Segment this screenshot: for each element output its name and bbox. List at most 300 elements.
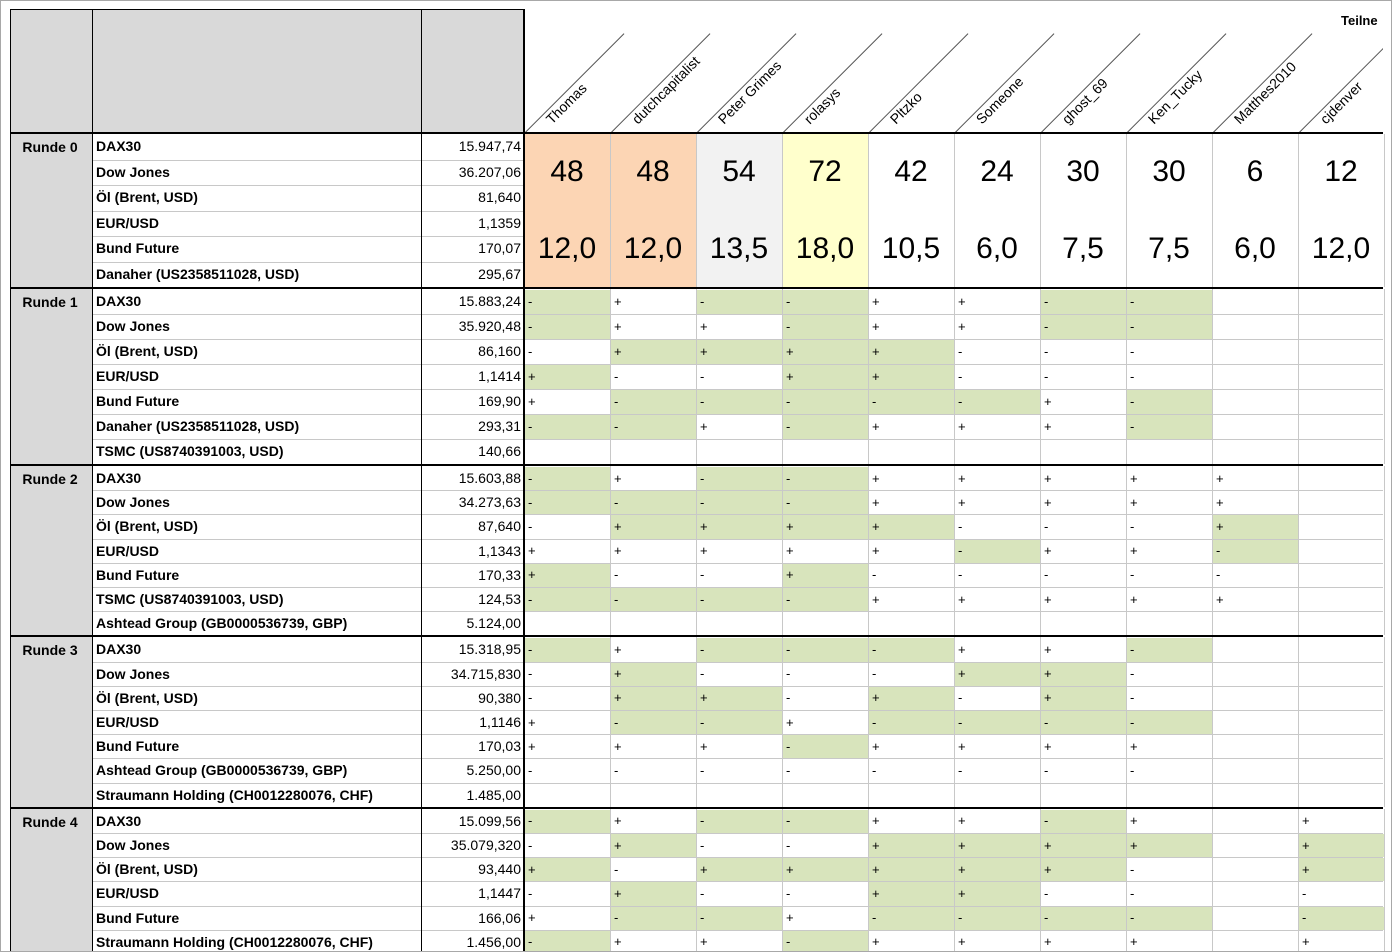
tip-mark: +	[958, 861, 966, 877]
asset-value: 15.603,88	[458, 470, 521, 486]
tip-mark: -	[958, 519, 963, 534]
tip-correct-bg	[525, 638, 610, 661]
col-gridline	[1298, 289, 1299, 464]
tip-correct-bg	[697, 907, 782, 930]
asset-name: Straumann Holding (CH0012280076, CHF)	[96, 933, 373, 950]
tip-correct-bg	[1299, 834, 1384, 857]
col-gridline	[1384, 809, 1385, 952]
col-gridline	[1212, 637, 1213, 806]
tip-mark: -	[786, 738, 791, 754]
asset-value: 1,1414	[478, 368, 521, 384]
tip-mark: +	[1044, 494, 1052, 510]
tip-correct-bg	[955, 882, 1040, 905]
round-label: Runde 3	[22, 642, 78, 659]
tip-correct-bg	[611, 711, 696, 734]
tip-correct-bg	[697, 467, 782, 490]
tip-correct-bg	[525, 467, 610, 490]
tip-mark: +	[958, 934, 966, 950]
tip-mark: -	[528, 837, 533, 853]
tip-mark: +	[614, 344, 622, 359]
tip-correct-bg	[611, 588, 696, 611]
tip-mark: +	[1044, 591, 1052, 607]
tip-correct-bg	[611, 340, 696, 364]
tip-mark: -	[528, 494, 533, 510]
col-gridline	[1040, 289, 1041, 464]
tip-mark: +	[872, 494, 880, 510]
tip-mark: +	[786, 861, 794, 877]
tip-mark: +	[1044, 543, 1052, 559]
tip-mark: -	[1130, 763, 1135, 778]
asset-value: 1.456,00	[466, 933, 521, 950]
tip-mark: -	[528, 519, 533, 534]
col-gridline	[782, 466, 783, 635]
participant-name: Ken_Tucky	[1144, 66, 1206, 127]
tip-mark: +	[528, 738, 536, 754]
participant-name: rolasys	[800, 84, 844, 127]
tip-mark: -	[1044, 813, 1049, 829]
tip-correct-bg	[869, 882, 954, 905]
tip-correct-bg	[525, 564, 610, 587]
asset-name: EUR/USD	[96, 214, 160, 231]
tip-correct-bg	[525, 588, 610, 611]
tip-mark: +	[958, 494, 966, 510]
tip-mark: +	[872, 886, 880, 901]
summary-points: 48	[550, 155, 584, 189]
tip-correct-bg	[611, 834, 696, 857]
tip-correct-bg	[697, 711, 782, 734]
tip-mark: -	[786, 470, 791, 486]
tip-mark: +	[1044, 470, 1052, 486]
tip-correct-bg	[1041, 907, 1126, 930]
tip-correct-bg	[955, 663, 1040, 686]
tip-correct-bg	[697, 687, 782, 710]
asset-name: Öl (Brent, USD)	[96, 189, 198, 205]
tip-mark: +	[614, 519, 622, 534]
asset-value: 1,1447	[478, 885, 521, 902]
asset-name: Dow Jones	[96, 837, 170, 853]
tip-mark: -	[614, 714, 619, 730]
tip-correct-bg	[1213, 540, 1298, 563]
asset-name: TSMC (US8740391003, USD)	[96, 443, 284, 459]
asset-value: 35.920,48	[458, 318, 521, 334]
asset-value: 15.099,56	[458, 812, 521, 829]
col-gridline	[782, 637, 783, 806]
tip-mark: -	[786, 294, 791, 309]
tip-mark: -	[1130, 886, 1135, 901]
summary-points: 42	[894, 155, 928, 189]
tip-mark: +	[700, 519, 708, 534]
summary-average: 12,0	[537, 231, 597, 265]
tip-mark: -	[1044, 344, 1049, 359]
participant-name: dutchcapitalist	[628, 52, 703, 127]
tip-mark: -	[1130, 294, 1135, 309]
tip-correct-bg	[525, 315, 610, 339]
tip-mark: +	[1302, 861, 1310, 877]
tip-correct-bg	[869, 687, 954, 710]
tip-mark: -	[700, 494, 705, 510]
tip-mark: -	[872, 910, 877, 926]
tip-mark: -	[1130, 567, 1135, 583]
tip-mark: +	[1130, 934, 1138, 950]
tip-mark: -	[1130, 690, 1135, 706]
col-gridline	[1126, 289, 1127, 464]
tip-mark: -	[786, 837, 791, 853]
tip-mark: +	[786, 519, 794, 534]
tip-mark: -	[528, 934, 533, 950]
participant-name: Peter Grimes	[714, 57, 785, 127]
col-gridline	[868, 466, 869, 635]
tip-mark: +	[958, 642, 966, 657]
tip-mark: +	[872, 344, 880, 359]
col-gridline	[1298, 637, 1299, 806]
col-gridline	[782, 289, 783, 464]
tip-correct-bg	[1213, 515, 1298, 538]
tip-correct-bg	[1041, 810, 1126, 833]
werte-header-bg	[93, 9, 421, 133]
tip-mark: +	[1130, 591, 1138, 607]
tip-mark: +	[786, 344, 794, 359]
asset-name: Ashtead Group (GB0000536739, GBP)	[96, 762, 348, 779]
asset-value: 81,640	[478, 189, 521, 205]
asset-name: Öl (Brent, USD)	[96, 689, 198, 706]
tip-correct-bg	[783, 340, 868, 364]
col-gridline	[868, 809, 869, 952]
asset-name: DAX30	[96, 641, 142, 658]
tip-mark: -	[958, 690, 963, 706]
tip-correct-bg	[783, 467, 868, 490]
tip-mark: -	[700, 369, 705, 384]
asset-value: 34.273,63	[458, 494, 521, 511]
tip-mark: +	[528, 369, 536, 384]
asset-name: Dow Jones	[96, 494, 170, 511]
tip-mark: -	[872, 763, 877, 778]
tip-mark: -	[614, 861, 619, 877]
col-gridline	[696, 466, 697, 635]
participant-name: Pltzko	[886, 88, 925, 127]
tip-mark: +	[872, 419, 880, 434]
tip-mark: +	[1044, 666, 1052, 682]
tip-mark: -	[614, 494, 619, 510]
tip-mark: -	[614, 419, 619, 434]
header-teilnehmer: Teilne	[1341, 13, 1378, 28]
tip-mark: +	[1130, 494, 1138, 510]
tip-mark: +	[700, 738, 708, 754]
tip-correct-bg	[525, 810, 610, 833]
participant-divider	[782, 33, 883, 134]
tip-mark: +	[614, 642, 622, 657]
col-gridline	[1384, 289, 1385, 464]
tip-mark: +	[786, 910, 794, 926]
tip-mark: -	[1130, 642, 1135, 657]
summary-points: 48	[636, 155, 670, 189]
tip-mark: +	[1044, 642, 1052, 657]
tip-mark: -	[1044, 519, 1049, 534]
tip-mark: -	[700, 910, 705, 926]
tip-correct-bg	[869, 390, 954, 414]
tip-mark: -	[700, 763, 705, 778]
tip-correct-bg	[1127, 834, 1212, 857]
tip-mark: -	[1044, 319, 1049, 334]
summary-points: 12	[1324, 155, 1358, 189]
tip-mark: +	[958, 319, 966, 334]
tip-correct-bg	[783, 290, 868, 314]
tip-mark: -	[528, 666, 533, 682]
asset-name: Bund Future	[96, 393, 180, 409]
col-gridline	[954, 134, 955, 287]
tip-correct-bg	[869, 858, 954, 881]
tip-mark: -	[700, 714, 705, 730]
col-gridline	[1212, 134, 1213, 287]
tip-correct-bg	[955, 858, 1040, 881]
asset-name: DAX30	[96, 293, 142, 309]
tip-mark: +	[786, 369, 794, 384]
asset-value: 15.883,24	[458, 293, 521, 309]
tip-correct-bg	[783, 491, 868, 514]
asset-name: Straumann Holding (CH0012280076, CHF)	[96, 786, 373, 803]
col-gridline	[1212, 466, 1213, 635]
tip-mark: -	[958, 763, 963, 778]
col-gridline	[954, 809, 955, 952]
tip-mark: +	[1130, 470, 1138, 486]
col-gridline	[1298, 809, 1299, 952]
tip-correct-bg	[783, 564, 868, 587]
tip-correct-bg	[611, 491, 696, 514]
tip-mark: -	[700, 886, 705, 901]
tip-correct-bg	[1041, 315, 1126, 339]
tip-correct-bg	[697, 290, 782, 314]
tip-mark: -	[614, 591, 619, 607]
tip-correct-bg	[1127, 711, 1212, 734]
tip-mark: -	[528, 294, 533, 309]
tip-mark: +	[872, 690, 880, 706]
asset-value: 86,160	[478, 343, 521, 359]
tip-correct-bg	[611, 663, 696, 686]
tip-mark: -	[1216, 567, 1221, 583]
tip-mark: -	[528, 470, 533, 486]
summary-average: 18,0	[795, 231, 855, 265]
col-gridline	[696, 637, 697, 806]
tip-mark: +	[1302, 837, 1310, 853]
asset-value: 15.318,95	[458, 641, 521, 658]
col-gridline	[1212, 809, 1213, 952]
tip-mark: -	[1044, 369, 1049, 384]
tip-mark: +	[614, 690, 622, 706]
tip-correct-bg	[1041, 290, 1126, 314]
tip-mark: -	[786, 690, 791, 706]
tip-mark: -	[1130, 910, 1135, 926]
tip-mark: -	[1130, 394, 1135, 409]
tip-mark: +	[614, 934, 622, 950]
tip-correct-bg	[869, 711, 954, 734]
col-gridline	[1040, 134, 1041, 287]
tip-mark: -	[614, 910, 619, 926]
asset-name: EUR/USD	[96, 885, 160, 902]
tip-mark: -	[528, 419, 533, 434]
tip-mark: +	[958, 419, 966, 434]
tip-mark: +	[528, 714, 536, 730]
tip-mark: -	[1044, 763, 1049, 778]
tip-correct-bg	[611, 415, 696, 439]
tip-mark: +	[958, 886, 966, 901]
asset-name: DAX30	[96, 812, 142, 829]
tip-correct-bg	[783, 931, 868, 952]
asset-name: Dow Jones	[96, 665, 170, 682]
tip-mark: +	[872, 861, 880, 877]
asset-value: 87,640	[478, 518, 521, 535]
tip-correct-bg	[869, 365, 954, 389]
round-label: Runde 0	[22, 139, 78, 155]
asset-name: Öl (Brent, USD)	[96, 518, 198, 535]
tip-mark: -	[1130, 344, 1135, 359]
summary-points: 72	[808, 155, 842, 189]
asset-name: Danaher (US2358511028, USD)	[96, 265, 300, 282]
tip-mark: +	[700, 543, 708, 559]
tip-mark: -	[786, 934, 791, 950]
tip-mark: -	[700, 567, 705, 583]
tip-correct-bg	[1041, 834, 1126, 857]
tip-mark: +	[1044, 934, 1052, 950]
asset-value: 1,1359	[478, 214, 521, 231]
tip-mark: -	[528, 344, 533, 359]
tip-correct-bg	[1041, 687, 1126, 710]
tip-correct-bg	[697, 515, 782, 538]
ergebnis-header-bg	[421, 9, 524, 133]
tip-mark: +	[1044, 837, 1052, 853]
col-gridline	[1212, 289, 1213, 464]
asset-value: 169,90	[478, 393, 521, 409]
tip-mark: -	[786, 666, 791, 682]
tip-mark: -	[786, 813, 791, 829]
tip-correct-bg	[955, 711, 1040, 734]
col-gridline	[1126, 134, 1127, 287]
tip-mark: -	[700, 813, 705, 829]
tip-correct-bg	[525, 290, 610, 314]
tip-mark: +	[700, 861, 708, 877]
tip-mark: +	[614, 470, 622, 486]
asset-value: 35.079,320	[450, 837, 521, 853]
tip-correct-bg	[783, 515, 868, 538]
summary-average: 7,5	[1062, 231, 1104, 265]
asset-name: Ashtead Group (GB0000536739, GBP)	[96, 615, 348, 632]
summary-average: 6,0	[976, 231, 1018, 265]
tip-correct-bg	[525, 491, 610, 514]
tip-mark: +	[786, 543, 794, 559]
tip-mark: -	[528, 642, 533, 657]
tip-correct-bg	[783, 638, 868, 661]
tip-correct-bg	[783, 315, 868, 339]
asset-value: 295,67	[478, 265, 521, 282]
tip-correct-bg	[955, 834, 1040, 857]
asset-value: 170,03	[478, 738, 521, 755]
asset-name: EUR/USD	[96, 368, 160, 384]
participant-name: Someone	[972, 73, 1027, 127]
top-border	[10, 9, 524, 10]
tip-mark: -	[958, 394, 963, 409]
col-gridline	[610, 134, 611, 287]
summary-average: 13,5	[709, 231, 769, 265]
summary-average: 12,0	[623, 231, 683, 265]
col-gridline	[1040, 466, 1041, 635]
tip-mark: +	[1130, 813, 1138, 829]
tip-mark: +	[614, 666, 622, 682]
tip-correct-bg	[525, 931, 610, 952]
asset-name: Bund Future	[96, 738, 180, 755]
tip-mark: -	[786, 642, 791, 657]
tip-correct-bg	[955, 390, 1040, 414]
tip-mark: -	[528, 813, 533, 829]
tip-correct-bg	[1127, 290, 1212, 314]
participant-divider	[1298, 33, 1392, 134]
tip-mark: +	[1044, 419, 1052, 434]
tip-mark: -	[1044, 910, 1049, 926]
col-gridline	[782, 809, 783, 952]
tip-correct-bg	[611, 390, 696, 414]
tip-mark: +	[872, 319, 880, 334]
tip-mark: -	[528, 591, 533, 607]
tip-mark: +	[1044, 861, 1052, 877]
tip-mark: +	[700, 344, 708, 359]
tip-mark: +	[872, 294, 880, 309]
tip-correct-bg	[697, 810, 782, 833]
tip-mark: -	[700, 294, 705, 309]
tip-mark: +	[872, 519, 880, 534]
summary-points: 6	[1246, 155, 1264, 189]
tip-mark: -	[528, 763, 533, 778]
tip-mark: +	[1216, 494, 1224, 510]
tip-mark: +	[614, 738, 622, 754]
col-gridline	[1298, 134, 1299, 287]
tip-correct-bg	[1127, 907, 1212, 930]
asset-name: Öl (Brent, USD)	[96, 343, 198, 359]
round-label: Runde 2	[22, 471, 78, 487]
tip-mark: -	[1044, 294, 1049, 309]
tip-mark: +	[958, 666, 966, 682]
right-mask	[1383, 1, 1392, 133]
asset-value: 15.947,74	[458, 138, 521, 154]
tip-mark: -	[614, 763, 619, 778]
tip-correct-bg	[955, 540, 1040, 563]
col-gridline	[1040, 809, 1041, 952]
tip-mark: -	[786, 319, 791, 334]
tip-mark: +	[1044, 690, 1052, 706]
tip-mark: +	[1044, 738, 1052, 754]
tip-mark: -	[700, 837, 705, 853]
col-gridline	[1126, 637, 1127, 806]
tip-mark: +	[958, 738, 966, 754]
asset-name: DAX30	[96, 470, 142, 486]
tip-correct-bg	[783, 390, 868, 414]
tip-correct-bg	[525, 365, 610, 389]
tip-correct-bg	[869, 907, 954, 930]
tip-correct-bg	[697, 491, 782, 514]
tip-mark: +	[528, 543, 536, 559]
tip-correct-bg	[1127, 315, 1212, 339]
tip-mark: +	[1044, 394, 1052, 409]
tip-correct-bg	[1127, 638, 1212, 661]
tip-mark: +	[1302, 934, 1310, 950]
asset-value: 93,440	[478, 861, 521, 878]
tip-mark: -	[700, 591, 705, 607]
tip-mark: -	[1130, 369, 1135, 384]
tip-correct-bg	[1041, 858, 1126, 881]
tip-mark: -	[700, 470, 705, 486]
tip-mark: -	[786, 419, 791, 434]
tip-mark: -	[958, 369, 963, 384]
tip-mark: -	[786, 591, 791, 607]
tip-mark: +	[700, 319, 708, 334]
tip-mark: -	[1044, 886, 1049, 901]
tip-mark: +	[872, 591, 880, 607]
